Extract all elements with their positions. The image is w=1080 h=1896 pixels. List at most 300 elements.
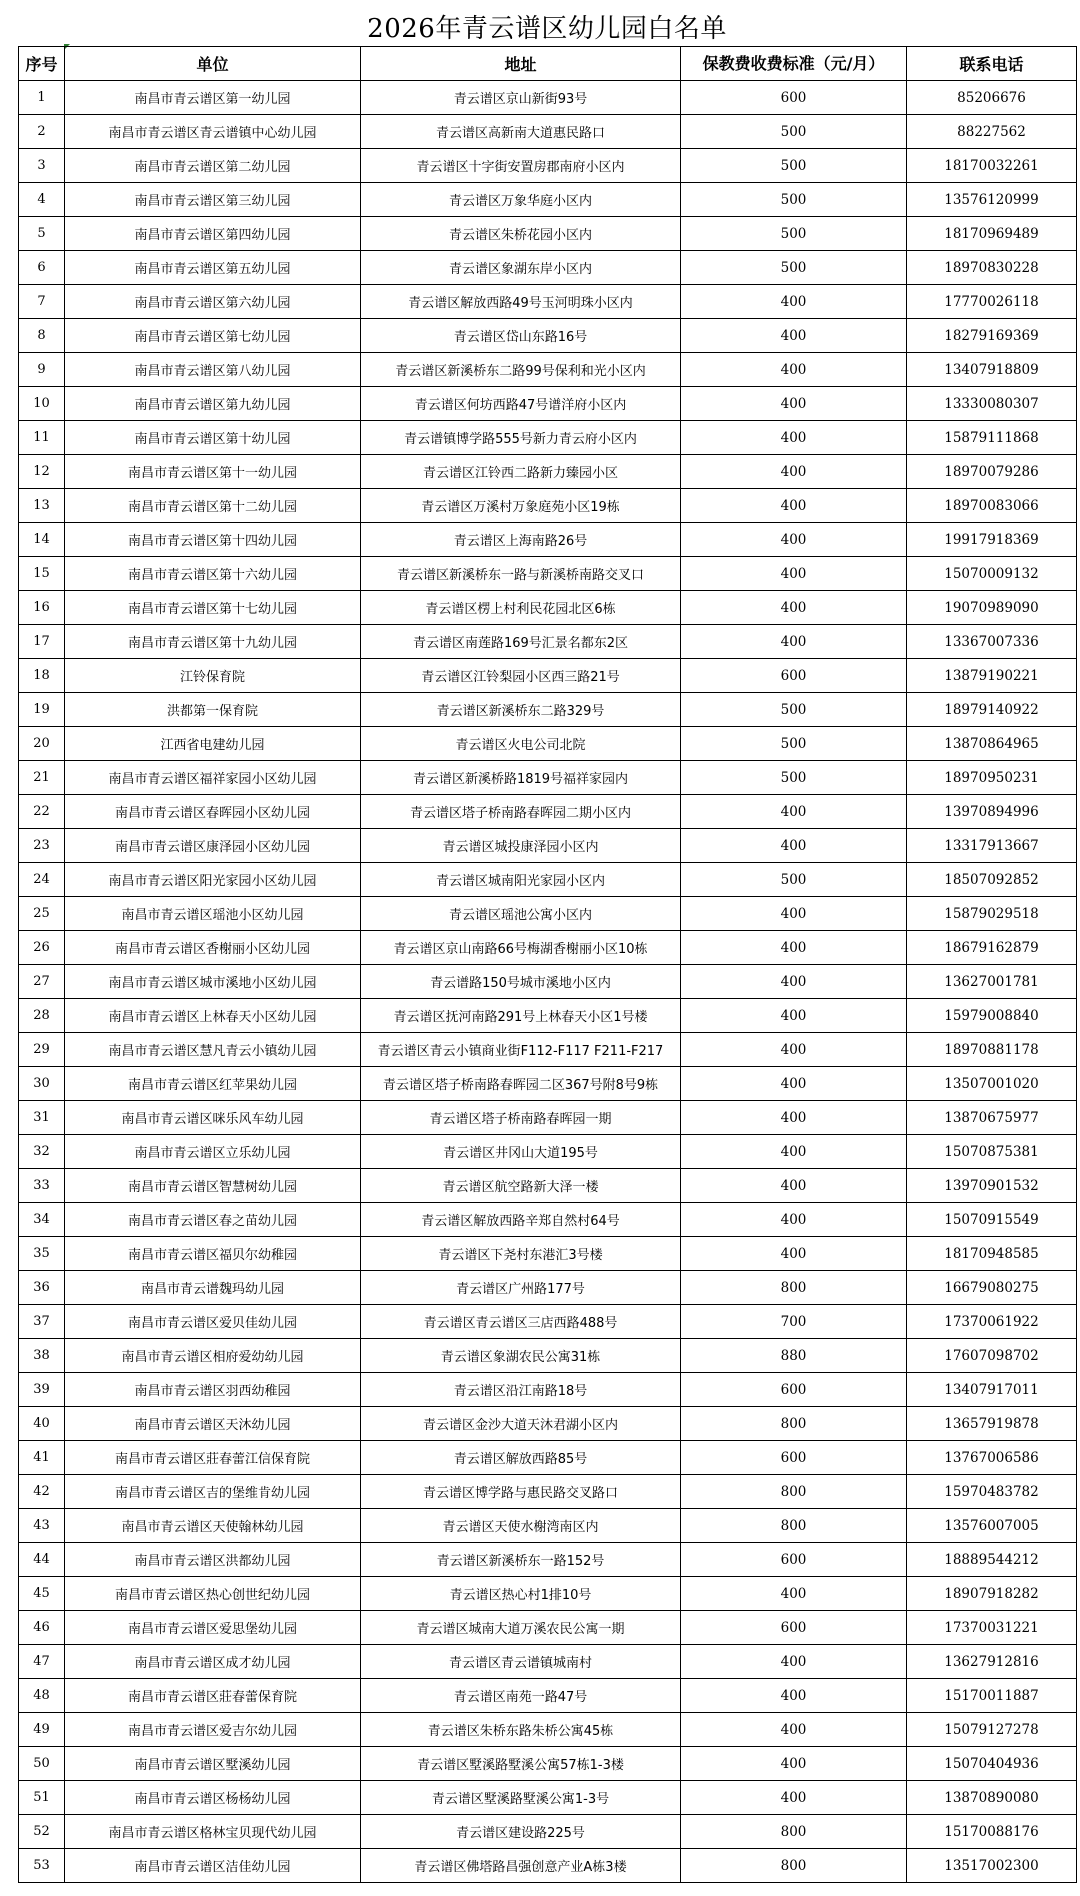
cell-fee[interactable]: 600 bbox=[681, 1373, 907, 1407]
cell-unit[interactable]: 南昌市青云谱区第十二幼儿园 bbox=[65, 489, 361, 523]
table-row bbox=[19, 489, 1077, 523]
cell-phone[interactable]: 15970483782 bbox=[907, 1475, 1077, 1509]
cell-unit[interactable]: 南昌市青云谱区第十九幼儿园 bbox=[65, 625, 361, 659]
cell-no[interactable]: 41 bbox=[19, 1441, 65, 1475]
cell-address[interactable]: 青云谱区上海南路26号 bbox=[361, 523, 681, 557]
cell-phone[interactable]: 13576007005 bbox=[907, 1509, 1077, 1543]
cell-fee[interactable]: 500 bbox=[681, 183, 907, 217]
cell-unit[interactable]: 南昌市青云谱区第十七幼儿园 bbox=[65, 591, 361, 625]
cell-fee[interactable]: 800 bbox=[681, 1271, 907, 1305]
table-row bbox=[19, 863, 1077, 897]
cell-address[interactable]: 青云谱区高新南大道惠民路口 bbox=[361, 115, 681, 149]
table-row bbox=[19, 1441, 1077, 1475]
cell-no[interactable]: 22 bbox=[19, 795, 65, 829]
cell-no[interactable]: 48 bbox=[19, 1679, 65, 1713]
cell-no[interactable]: 46 bbox=[19, 1611, 65, 1645]
cell-no[interactable]: 18 bbox=[19, 659, 65, 693]
cell-phone[interactable]: 17370031221 bbox=[907, 1611, 1077, 1645]
cell-address[interactable]: 青云谱区朱桥东路朱桥公寓45栋 bbox=[361, 1713, 681, 1747]
cell-unit[interactable]: 南昌市青云谱区吉的堡维肯幼儿园 bbox=[65, 1475, 361, 1509]
sheet-title: 2026年青云谱区幼儿园白名单 bbox=[367, 14, 727, 44]
cell-no[interactable]: 24 bbox=[19, 863, 65, 897]
cell-address[interactable]: 青云谱区十字街安置房郡南府小区内 bbox=[361, 149, 681, 183]
cell-fee[interactable]: 400 bbox=[681, 1713, 907, 1747]
cell-fee[interactable]: 400 bbox=[681, 1781, 907, 1815]
cell-fee[interactable]: 500 bbox=[681, 761, 907, 795]
cell-unit[interactable]: 南昌市青云谱区相府爱幼幼儿园 bbox=[65, 1339, 361, 1373]
cell-fee[interactable]: 400 bbox=[681, 1237, 907, 1271]
cell-phone[interactable]: 13407917011 bbox=[907, 1373, 1077, 1407]
cell-fee[interactable]: 400 bbox=[681, 557, 907, 591]
cell-no[interactable]: 11 bbox=[19, 421, 65, 455]
cell-address[interactable]: 青云谱区墅溪路墅溪公寓57栋1-3楼 bbox=[361, 1747, 681, 1781]
cell-unit[interactable]: 南昌市青云谱区天使翰林幼儿园 bbox=[65, 1509, 361, 1543]
cell-fee[interactable]: 400 bbox=[681, 999, 907, 1033]
cell-unit[interactable]: 江西省电建幼儿园 bbox=[65, 727, 361, 761]
cell-fee[interactable]: 400 bbox=[681, 625, 907, 659]
cell-no[interactable]: 25 bbox=[19, 897, 65, 931]
table-row bbox=[19, 1611, 1077, 1645]
cell-no[interactable]: 38 bbox=[19, 1339, 65, 1373]
cell-address[interactable]: 青云谱区火电公司北院 bbox=[361, 727, 681, 761]
cell-unit[interactable]: 南昌市青云谱区香榭丽小区幼儿园 bbox=[65, 931, 361, 965]
cell-phone[interactable]: 15170011887 bbox=[907, 1679, 1077, 1713]
cell-address[interactable]: 青云谱区天使水榭湾南区内 bbox=[361, 1509, 681, 1543]
cell-fee[interactable]: 400 bbox=[681, 1679, 907, 1713]
cell-no[interactable]: 2 bbox=[19, 115, 65, 149]
cell-no[interactable]: 53 bbox=[19, 1849, 65, 1883]
table-header-row bbox=[19, 47, 1077, 81]
cell-no[interactable]: 14 bbox=[19, 523, 65, 557]
cell-no[interactable]: 5 bbox=[19, 217, 65, 251]
cell-fee[interactable]: 500 bbox=[681, 251, 907, 285]
cell-unit[interactable]: 南昌市青云谱区天沐幼儿园 bbox=[65, 1407, 361, 1441]
cell-phone[interactable]: 18970950231 bbox=[907, 761, 1077, 795]
cell-fee[interactable]: 600 bbox=[681, 659, 907, 693]
cell-no[interactable]: 28 bbox=[19, 999, 65, 1033]
cell-address[interactable]: 青云谱区象湖东岸小区内 bbox=[361, 251, 681, 285]
cell-no[interactable]: 8 bbox=[19, 319, 65, 353]
cell-no[interactable]: 9 bbox=[19, 353, 65, 387]
cell-no[interactable]: 36 bbox=[19, 1271, 65, 1305]
cell-phone[interactable]: 17607098702 bbox=[907, 1339, 1077, 1373]
cell-address[interactable]: 青云谱区新溪桥路1819号福祥家园内 bbox=[361, 761, 681, 795]
cell-phone[interactable]: 13627912816 bbox=[907, 1645, 1077, 1679]
cell-unit[interactable]: 南昌市青云谱区上林春天小区幼儿园 bbox=[65, 999, 361, 1033]
cell-unit[interactable]: 南昌市青云谱区洁佳幼儿园 bbox=[65, 1849, 361, 1883]
cell-fee[interactable]: 700 bbox=[681, 1305, 907, 1339]
cell-phone[interactable]: 13517002300 bbox=[907, 1849, 1077, 1883]
cell-no[interactable]: 39 bbox=[19, 1373, 65, 1407]
cell-address[interactable]: 青云谱区何坊西路47号谱洋府小区内 bbox=[361, 387, 681, 421]
cell-fee[interactable]: 400 bbox=[681, 455, 907, 489]
header-no[interactable]: 序号 bbox=[19, 47, 65, 81]
cell-phone[interactable]: 18279169369 bbox=[907, 319, 1077, 353]
table-row bbox=[19, 1033, 1077, 1067]
cell-address[interactable]: 青云谱镇博学路555号新力青云府小区内 bbox=[361, 421, 681, 455]
cell-no[interactable]: 6 bbox=[19, 251, 65, 285]
cell-fee[interactable]: 800 bbox=[681, 1849, 907, 1883]
cell-no[interactable]: 10 bbox=[19, 387, 65, 421]
cell-no[interactable]: 26 bbox=[19, 931, 65, 965]
cell-unit[interactable]: 南昌市青云谱区慧凡青云小镇幼儿园 bbox=[65, 1033, 361, 1067]
cell-phone[interactable]: 13407918809 bbox=[907, 353, 1077, 387]
cell-address[interactable]: 青云谱区金沙大道天沐君湖小区内 bbox=[361, 1407, 681, 1441]
cell-phone[interactable]: 18907918282 bbox=[907, 1577, 1077, 1611]
cell-no[interactable]: 15 bbox=[19, 557, 65, 591]
table-row bbox=[19, 1407, 1077, 1441]
cell-unit[interactable]: 南昌市青云谱区第十四幼儿园 bbox=[65, 523, 361, 557]
cell-no[interactable]: 7 bbox=[19, 285, 65, 319]
cell-fee[interactable]: 400 bbox=[681, 285, 907, 319]
cell-fee[interactable]: 400 bbox=[681, 1747, 907, 1781]
cell-phone[interactable]: 18889544212 bbox=[907, 1543, 1077, 1577]
cell-address[interactable]: 青云谱区塔子桥南路春晖园二期小区内 bbox=[361, 795, 681, 829]
cell-no[interactable]: 51 bbox=[19, 1781, 65, 1815]
cell-no[interactable]: 50 bbox=[19, 1747, 65, 1781]
cell-fee[interactable]: 400 bbox=[681, 489, 907, 523]
cell-fee[interactable]: 500 bbox=[681, 115, 907, 149]
cell-unit[interactable]: 南昌市青云谱区瑶池小区幼儿园 bbox=[65, 897, 361, 931]
cell-fee[interactable]: 500 bbox=[681, 727, 907, 761]
cell-fee[interactable]: 500 bbox=[681, 149, 907, 183]
cell-fee[interactable]: 400 bbox=[681, 1645, 907, 1679]
table-row bbox=[19, 455, 1077, 489]
cell-fee[interactable]: 400 bbox=[681, 1101, 907, 1135]
cell-fee[interactable]: 400 bbox=[681, 1577, 907, 1611]
cell-no[interactable]: 42 bbox=[19, 1475, 65, 1509]
header-fee[interactable]: 保教费收费标准（元/月） bbox=[681, 47, 907, 81]
cell-address[interactable]: 青云谱区象湖农民公寓31栋 bbox=[361, 1339, 681, 1373]
cell-unit[interactable]: 南昌市青云谱区爱思堡幼儿园 bbox=[65, 1611, 361, 1645]
cell-phone[interactable]: 18979140922 bbox=[907, 693, 1077, 727]
cell-phone[interactable]: 13870890080 bbox=[907, 1781, 1077, 1815]
table-row bbox=[19, 795, 1077, 829]
cell-address[interactable]: 青云谱区解放西路辛郑自然村64号 bbox=[361, 1203, 681, 1237]
cell-fee[interactable]: 400 bbox=[681, 829, 907, 863]
cell-fee[interactable]: 400 bbox=[681, 965, 907, 999]
cell-address[interactable]: 青云谱区广州路177号 bbox=[361, 1271, 681, 1305]
cell-address[interactable]: 青云谱区航空路新大泽一楼 bbox=[361, 1169, 681, 1203]
table-row bbox=[19, 1543, 1077, 1577]
cell-unit[interactable]: 南昌市青云谱区智慧树幼儿园 bbox=[65, 1169, 361, 1203]
cell-no[interactable]: 13 bbox=[19, 489, 65, 523]
cell-fee[interactable]: 400 bbox=[681, 353, 907, 387]
table-row bbox=[19, 1101, 1077, 1135]
cell-no[interactable]: 40 bbox=[19, 1407, 65, 1441]
cell-unit[interactable]: 南昌市青云谱区第六幼儿园 bbox=[65, 285, 361, 319]
cell-phone[interactable]: 15170088176 bbox=[907, 1815, 1077, 1849]
cell-no[interactable]: 45 bbox=[19, 1577, 65, 1611]
cell-phone[interactable]: 15079127278 bbox=[907, 1713, 1077, 1747]
cell-unit[interactable]: 南昌市青云谱区第九幼儿园 bbox=[65, 387, 361, 421]
cell-address[interactable]: 青云谱区江铃西二路新力臻园小区 bbox=[361, 455, 681, 489]
cell-address[interactable]: 青云谱区青云谱镇城南村 bbox=[361, 1645, 681, 1679]
cell-no[interactable]: 23 bbox=[19, 829, 65, 863]
table-row bbox=[19, 1203, 1077, 1237]
table-row bbox=[19, 1169, 1077, 1203]
cell-phone[interactable]: 88227562 bbox=[907, 115, 1077, 149]
cell-address[interactable]: 青云谱区博学路与惠民路交叉路口 bbox=[361, 1475, 681, 1509]
cell-unit[interactable]: 南昌市青云谱区第十六幼儿园 bbox=[65, 557, 361, 591]
cell-fee[interactable]: 800 bbox=[681, 1407, 907, 1441]
cell-phone[interactable]: 18970881178 bbox=[907, 1033, 1077, 1067]
cell-no[interactable]: 49 bbox=[19, 1713, 65, 1747]
cell-phone[interactable]: 13367007336 bbox=[907, 625, 1077, 659]
cell-unit[interactable]: 南昌市青云谱区春之苗幼儿园 bbox=[65, 1203, 361, 1237]
cell-no[interactable]: 20 bbox=[19, 727, 65, 761]
cell-phone[interactable]: 13970901532 bbox=[907, 1169, 1077, 1203]
cell-address[interactable]: 青云谱区井冈山大道195号 bbox=[361, 1135, 681, 1169]
cell-address[interactable]: 青云谱区新溪桥东一路与新溪桥南路交叉口 bbox=[361, 557, 681, 591]
cell-fee[interactable]: 800 bbox=[681, 1815, 907, 1849]
cell-address[interactable]: 青云谱区瑶池公寓小区内 bbox=[361, 897, 681, 931]
cell-phone[interactable]: 13507001020 bbox=[907, 1067, 1077, 1101]
cell-address[interactable]: 青云谱区新溪桥东一路152号 bbox=[361, 1543, 681, 1577]
cell-address[interactable]: 青云谱区南莲路169号汇景名都东2区 bbox=[361, 625, 681, 659]
cell-phone[interactable]: 13330080307 bbox=[907, 387, 1077, 421]
cell-unit[interactable]: 南昌市青云谱魏玛幼儿园 bbox=[65, 1271, 361, 1305]
cell-phone[interactable]: 18970083066 bbox=[907, 489, 1077, 523]
cell-address[interactable]: 青云谱区万象华庭小区内 bbox=[361, 183, 681, 217]
cell-unit[interactable]: 南昌市青云谱区第五幼儿园 bbox=[65, 251, 361, 285]
cell-no[interactable]: 19 bbox=[19, 693, 65, 727]
cell-phone[interactable]: 13317913667 bbox=[907, 829, 1077, 863]
cell-fee[interactable]: 600 bbox=[681, 81, 907, 115]
cell-phone[interactable]: 18507092852 bbox=[907, 863, 1077, 897]
cell-fee[interactable]: 400 bbox=[681, 421, 907, 455]
cell-address[interactable]: 青云谱区城投康泽园小区内 bbox=[361, 829, 681, 863]
table-row bbox=[19, 1135, 1077, 1169]
table-row bbox=[19, 693, 1077, 727]
cell-no[interactable]: 16 bbox=[19, 591, 65, 625]
cell-phone[interactable]: 15879029518 bbox=[907, 897, 1077, 931]
table-row bbox=[19, 727, 1077, 761]
table-row bbox=[19, 557, 1077, 591]
cell-address[interactable]: 青云谱区城南阳光家园小区内 bbox=[361, 863, 681, 897]
cell-fee[interactable]: 600 bbox=[681, 1543, 907, 1577]
cell-unit[interactable]: 南昌市青云谱区青云谱镇中心幼儿园 bbox=[65, 115, 361, 149]
cell-address[interactable]: 青云谱区新溪桥东二路99号保利和光小区内 bbox=[361, 353, 681, 387]
cell-unit[interactable]: 南昌市青云谱区第十幼儿园 bbox=[65, 421, 361, 455]
cell-phone[interactable]: 13870864965 bbox=[907, 727, 1077, 761]
cell-phone[interactable]: 18170969489 bbox=[907, 217, 1077, 251]
cell-fee[interactable]: 400 bbox=[681, 1067, 907, 1101]
cell-phone[interactable]: 18970830228 bbox=[907, 251, 1077, 285]
cell-no[interactable]: 31 bbox=[19, 1101, 65, 1135]
cell-address[interactable]: 青云谱区墅溪路墅溪公寓1-3号 bbox=[361, 1781, 681, 1815]
cell-phone[interactable]: 13657919878 bbox=[907, 1407, 1077, 1441]
cell-phone[interactable]: 19917918369 bbox=[907, 523, 1077, 557]
cell-no[interactable]: 21 bbox=[19, 761, 65, 795]
cell-no[interactable]: 17 bbox=[19, 625, 65, 659]
cell-unit[interactable]: 南昌市青云谱区墅溪幼儿园 bbox=[65, 1747, 361, 1781]
cell-no[interactable]: 33 bbox=[19, 1169, 65, 1203]
cell-fee[interactable]: 400 bbox=[681, 387, 907, 421]
table-row bbox=[19, 421, 1077, 455]
cell-unit[interactable]: 南昌市青云谱区热心创世纪幼儿园 bbox=[65, 1577, 361, 1611]
cell-address[interactable]: 青云谱区佛塔路昌强创意产业A栋3楼 bbox=[361, 1849, 681, 1883]
cell-no[interactable]: 1 bbox=[19, 81, 65, 115]
cell-phone[interactable]: 15979008840 bbox=[907, 999, 1077, 1033]
table-body bbox=[19, 81, 1077, 1883]
cell-phone[interactable]: 18170032261 bbox=[907, 149, 1077, 183]
cell-phone[interactable]: 13627001781 bbox=[907, 965, 1077, 999]
cell-unit[interactable]: 南昌市青云谱区第一幼儿园 bbox=[65, 81, 361, 115]
cell-unit[interactable]: 南昌市青云谱区莊春蕾江信保育院 bbox=[65, 1441, 361, 1475]
cell-unit[interactable]: 南昌市青云谱区第三幼儿园 bbox=[65, 183, 361, 217]
table-row bbox=[19, 761, 1077, 795]
cell-fee[interactable]: 500 bbox=[681, 217, 907, 251]
cell-fee[interactable]: 600 bbox=[681, 1441, 907, 1475]
cell-phone[interactable]: 13767006586 bbox=[907, 1441, 1077, 1475]
table-row bbox=[19, 149, 1077, 183]
cell-no[interactable]: 27 bbox=[19, 965, 65, 999]
cell-no[interactable]: 43 bbox=[19, 1509, 65, 1543]
cell-unit[interactable]: 南昌市青云谱区阳光家园小区幼儿园 bbox=[65, 863, 361, 897]
cell-fee[interactable]: 400 bbox=[681, 1033, 907, 1067]
cell-unit[interactable]: 南昌市青云谱区爱贝佳幼儿园 bbox=[65, 1305, 361, 1339]
cell-phone[interactable]: 15879111868 bbox=[907, 421, 1077, 455]
cell-phone[interactable]: 15070404936 bbox=[907, 1747, 1077, 1781]
cell-fee[interactable]: 400 bbox=[681, 1169, 907, 1203]
cell-no[interactable]: 12 bbox=[19, 455, 65, 489]
cell-unit[interactable]: 江铃保育院 bbox=[65, 659, 361, 693]
cell-address[interactable]: 青云谱区沿江南路18号 bbox=[361, 1373, 681, 1407]
cell-address[interactable]: 青云谱区岱山东路16号 bbox=[361, 319, 681, 353]
table-row bbox=[19, 217, 1077, 251]
cell-phone[interactable]: 15070009132 bbox=[907, 557, 1077, 591]
cell-phone[interactable]: 17370061922 bbox=[907, 1305, 1077, 1339]
cell-address[interactable]: 青云谱区解放西路49号玉河明珠小区内 bbox=[361, 285, 681, 319]
cell-fee[interactable]: 500 bbox=[681, 863, 907, 897]
cell-fee[interactable]: 400 bbox=[681, 931, 907, 965]
cell-unit[interactable]: 南昌市青云谱区城市溪地小区幼儿园 bbox=[65, 965, 361, 999]
cell-no[interactable]: 37 bbox=[19, 1305, 65, 1339]
cell-fee[interactable]: 400 bbox=[681, 1135, 907, 1169]
cell-address[interactable]: 青云谱区解放西路85号 bbox=[361, 1441, 681, 1475]
cell-fee[interactable]: 800 bbox=[681, 1509, 907, 1543]
cell-fee[interactable]: 400 bbox=[681, 795, 907, 829]
cell-fee[interactable]: 800 bbox=[681, 1475, 907, 1509]
cell-phone[interactable]: 18679162879 bbox=[907, 931, 1077, 965]
cell-fee[interactable]: 400 bbox=[681, 523, 907, 557]
cell-unit[interactable]: 南昌市青云谱区福贝尔幼稚园 bbox=[65, 1237, 361, 1271]
cell-address[interactable]: 青云谱区楞上村利民花园北区6栋 bbox=[361, 591, 681, 625]
cell-unit[interactable]: 南昌市青云谱区咪乐风车幼儿园 bbox=[65, 1101, 361, 1135]
table-row bbox=[19, 1271, 1077, 1305]
cell-address[interactable]: 青云谱区万溪村万象庭苑小区19栋 bbox=[361, 489, 681, 523]
cell-address[interactable]: 青云谱路150号城市溪地小区内 bbox=[361, 965, 681, 999]
cell-phone[interactable]: 16679080275 bbox=[907, 1271, 1077, 1305]
cell-address[interactable]: 青云谱区朱桥花园小区内 bbox=[361, 217, 681, 251]
cell-address[interactable]: 青云谱区青云谱区三店西路488号 bbox=[361, 1305, 681, 1339]
cell-no[interactable]: 32 bbox=[19, 1135, 65, 1169]
cell-phone[interactable]: 15070915549 bbox=[907, 1203, 1077, 1237]
cell-phone[interactable]: 13870675977 bbox=[907, 1101, 1077, 1135]
cell-unit[interactable]: 南昌市青云谱区第四幼儿园 bbox=[65, 217, 361, 251]
cell-no[interactable]: 3 bbox=[19, 149, 65, 183]
cell-phone[interactable]: 85206676 bbox=[907, 81, 1077, 115]
cell-fee[interactable]: 400 bbox=[681, 591, 907, 625]
cell-address[interactable]: 青云谱区抚河南路291号上林春天小区1号楼 bbox=[361, 999, 681, 1033]
cell-unit[interactable]: 南昌市青云谱区杨杨幼儿园 bbox=[65, 1781, 361, 1815]
cell-address[interactable]: 青云谱区南苑一路47号 bbox=[361, 1679, 681, 1713]
table-row bbox=[19, 1747, 1077, 1781]
cell-unit[interactable]: 南昌市青云谱区福祥家园小区幼儿园 bbox=[65, 761, 361, 795]
table-row bbox=[19, 1339, 1077, 1373]
cell-address[interactable]: 青云谱区京山新街93号 bbox=[361, 81, 681, 115]
cell-fee[interactable]: 400 bbox=[681, 1203, 907, 1237]
cell-phone[interactable]: 18970079286 bbox=[907, 455, 1077, 489]
cell-phone[interactable]: 17770026118 bbox=[907, 285, 1077, 319]
cell-unit[interactable]: 南昌市青云谱区第七幼儿园 bbox=[65, 319, 361, 353]
cell-unit[interactable]: 南昌市青云谱区春晖园小区幼儿园 bbox=[65, 795, 361, 829]
cell-fee[interactable]: 400 bbox=[681, 319, 907, 353]
cell-address[interactable]: 青云谱区塔子桥南路春晖园一期 bbox=[361, 1101, 681, 1135]
cell-phone[interactable]: 15070875381 bbox=[907, 1135, 1077, 1169]
cell-unit[interactable]: 南昌市青云谱区第十一幼儿园 bbox=[65, 455, 361, 489]
cell-unit[interactable]: 南昌市青云谱区羽西幼稚园 bbox=[65, 1373, 361, 1407]
cell-unit[interactable]: 南昌市青云谱区格林宝贝现代幼儿园 bbox=[65, 1815, 361, 1849]
cell-unit[interactable]: 南昌市青云谱区立乐幼儿园 bbox=[65, 1135, 361, 1169]
cell-address[interactable]: 青云谱区建设路225号 bbox=[361, 1815, 681, 1849]
table-row bbox=[19, 183, 1077, 217]
cell-no[interactable]: 29 bbox=[19, 1033, 65, 1067]
cell-address[interactable]: 青云谱区下尧村东港汇3号楼 bbox=[361, 1237, 681, 1271]
cell-fee[interactable]: 880 bbox=[681, 1339, 907, 1373]
cell-unit[interactable]: 南昌市青云谱区第八幼儿园 bbox=[65, 353, 361, 387]
cell-unit[interactable]: 南昌市青云谱区莊春蕾保育院 bbox=[65, 1679, 361, 1713]
cell-no[interactable]: 35 bbox=[19, 1237, 65, 1271]
cell-no[interactable]: 52 bbox=[19, 1815, 65, 1849]
cell-phone[interactable]: 19070989090 bbox=[907, 591, 1077, 625]
table-row bbox=[19, 1509, 1077, 1543]
cell-no[interactable]: 30 bbox=[19, 1067, 65, 1101]
cell-address[interactable]: 青云谱区塔子桥南路春晖园二区367号附8号9栋 bbox=[361, 1067, 681, 1101]
table-row bbox=[19, 999, 1077, 1033]
cell-address[interactable]: 青云谱区热心村1排10号 bbox=[361, 1577, 681, 1611]
cell-phone[interactable]: 13879190221 bbox=[907, 659, 1077, 693]
cell-unit[interactable]: 南昌市青云谱区洪都幼儿园 bbox=[65, 1543, 361, 1577]
cell-no[interactable]: 34 bbox=[19, 1203, 65, 1237]
cell-phone[interactable]: 18170948585 bbox=[907, 1237, 1077, 1271]
cell-address[interactable]: 青云谱区青云小镇商业街F112-F117 F211-F217 bbox=[361, 1033, 681, 1067]
table-row bbox=[19, 659, 1077, 693]
cell-unit[interactable]: 南昌市青云谱区第二幼儿园 bbox=[65, 149, 361, 183]
cell-fee[interactable]: 400 bbox=[681, 897, 907, 931]
cell-phone[interactable]: 13576120999 bbox=[907, 183, 1077, 217]
cell-no[interactable]: 4 bbox=[19, 183, 65, 217]
cell-unit[interactable]: 洪都第一保育院 bbox=[65, 693, 361, 727]
cell-fee[interactable]: 500 bbox=[681, 693, 907, 727]
header-unit[interactable]: 单位 bbox=[65, 47, 361, 81]
header-phone[interactable]: 联系电话 bbox=[907, 47, 1077, 81]
cell-phone[interactable]: 13970894996 bbox=[907, 795, 1077, 829]
cell-unit[interactable]: 南昌市青云谱区成才幼儿园 bbox=[65, 1645, 361, 1679]
cell-address[interactable]: 青云谱区城南大道万溪农民公寓一期 bbox=[361, 1611, 681, 1645]
cell-unit[interactable]: 南昌市青云谱区康泽园小区幼儿园 bbox=[65, 829, 361, 863]
cell-unit[interactable]: 南昌市青云谱区红苹果幼儿园 bbox=[65, 1067, 361, 1101]
cell-no[interactable]: 47 bbox=[19, 1645, 65, 1679]
cell-fee[interactable]: 600 bbox=[681, 1611, 907, 1645]
cell-no[interactable]: 44 bbox=[19, 1543, 65, 1577]
cell-address[interactable]: 青云谱区新溪桥东二路329号 bbox=[361, 693, 681, 727]
cell-address[interactable]: 青云谱区京山南路66号梅湖香榭丽小区10栋 bbox=[361, 931, 681, 965]
cell-unit[interactable]: 南昌市青云谱区爱吉尔幼儿园 bbox=[65, 1713, 361, 1747]
cell-address[interactable]: 青云谱区江铃梨园小区西三路21号 bbox=[361, 659, 681, 693]
header-address[interactable]: 地址 bbox=[361, 47, 681, 81]
